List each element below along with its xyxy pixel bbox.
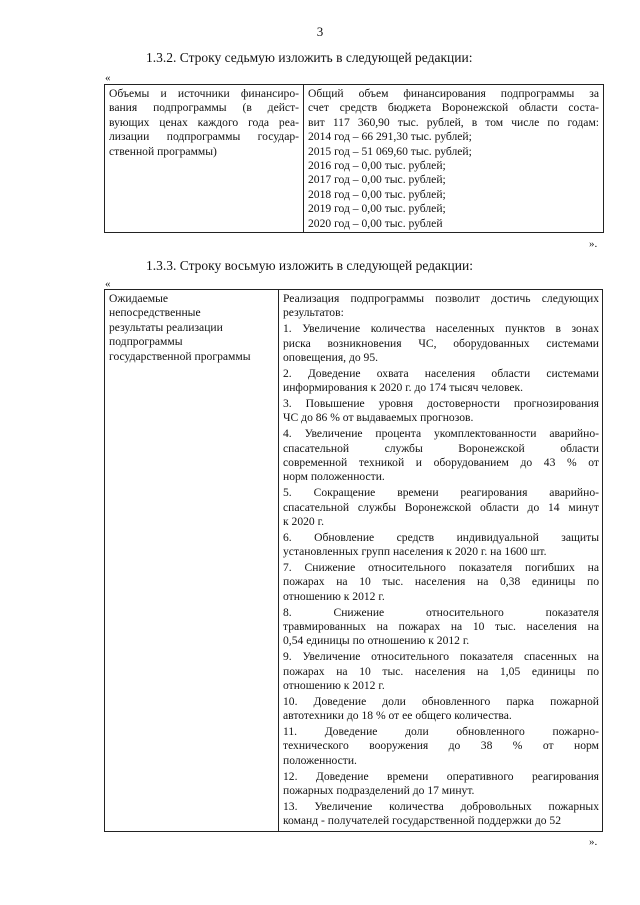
results-item-line: отношению к 2012 г. [283,589,385,603]
section2-quote-open: « [105,278,111,290]
financing-value-line: вит 117 360,90 тыс. рублей, в том числе по годам: [308,115,599,129]
results-label-line: подпрограммы [109,335,183,349]
section1-heading: 1.3.2. Строку седьмую изложить в следующей редакции: [146,50,473,65]
section1-quote-open: « [105,72,111,84]
results-item-line: риска возникновения ЧС, оборудованных системами [283,336,599,350]
results-item-line: 11. Доведение доли обновленного пожарно- [283,725,599,739]
results-item-line: 10. Доведение доли обновленного парка пожарной [283,694,599,708]
financing-label-line: лизации подпрограммы государ- [109,130,299,144]
results-item-line: ЧС до 86 % от выдаваемых прогнозов. [283,411,474,425]
results-item-line: оповещения, до 95. [283,351,379,365]
results-item-line: положенности. [283,753,357,767]
financing-year-line: 2020 год – 0,00 тыс. рублей [308,216,443,230]
results-item [283,531,599,560]
results-item-line: 13. Увеличение количества добровольных пожарных [283,799,599,813]
results-label-cell [105,290,279,832]
results-table [104,289,603,832]
results-item-line: 7. Снижение относительного показателя погибших на [283,561,599,575]
results-item-line: 0,54 единицы по отношению к 2012 г. [283,634,470,648]
results-item-line: норм положенности. [283,470,385,484]
results-item [283,322,599,365]
financing-label-line: вания подпрограммы (в дейст- [109,101,299,115]
results-item-line: 8. Снижение относительного показателя [283,605,599,619]
results-label-line: результаты реализации [109,320,223,334]
financing-year-line: 2015 год – 51 069,60 тыс. рублей; [308,144,472,158]
results-item [283,561,599,604]
results-item-line: пожарных подразделений до 17 минут. [283,784,475,798]
results-item-line: технического вооружения до 38 % от норм [283,739,599,753]
results-item-line: 4. Увеличение процента укомплектованности аварийно- [283,427,599,441]
results-label-line: Ожидаемые [109,292,169,305]
financing-year-line: 2017 год – 0,00 тыс. рублей; [308,173,446,187]
results-item-line: автотехники до 18 % от ее общего количества. [283,709,512,723]
results-item-line: травмированных на пожарах на 10 тыс. населения на [283,620,599,634]
financing-table [104,84,604,233]
results-label-line: непосредственные [109,306,201,320]
results-item-line: 1. Увеличение количества населенных пунктов в зонах [283,322,599,336]
results-intro-line: результатов: [283,306,344,320]
financing-year-line: 2016 год – 0,00 тыс. рублей; [308,159,446,173]
financing-label-line: ственной программы) [109,144,217,158]
results-item-list [283,322,599,829]
results-item [283,695,599,724]
results-content-cell [279,290,603,832]
results-item-line: 5. Сокращение времени реагирования аварийно- [283,486,599,500]
financing-label-line: Объемы и источники финансиро- [109,87,299,100]
results-item-line: современной техникой и оборудованием до 43 % от [283,456,599,470]
results-item-line: команд - получателей государственной поддержки до 52 [283,814,562,828]
section2-heading: 1.3.3. Строку восьмую изложить в следующей редакции: [146,258,473,273]
financing-value-line: Общий объем финансирования подпрограммы за [308,87,599,100]
results-item-line: 9. Увеличение относительного показателя спасенных на [283,650,599,664]
results-item [283,770,599,799]
results-item-line: установленных групп населения к 2020 г. на 1600 шт. [283,545,547,559]
section1-quote-close: ». [589,238,598,250]
results-item-line: 3. Повышение уровня достоверности прогнозирования [283,397,599,411]
results-item-line: информирования к 2020 г. до 174 тысяч человек. [283,381,524,395]
results-item-line: пожарах на 10 тыс. населения на 0,38 единицы по [283,575,599,589]
financing-year-line: 2014 год – 66 291,30 тыс. рублей; [308,130,472,144]
results-item [283,367,599,396]
results-item-line: 6. Обновление средств индивидуальной защиты [283,530,599,544]
results-item [283,397,599,426]
section2-quote-close: ». [589,836,598,848]
financing-label-cell [105,85,304,233]
results-item [283,650,599,693]
financing-label-line: вующих ценах каждого года реа- [109,115,299,129]
results-item [283,427,599,485]
financing-value-cell [304,85,604,233]
financing-value-line: счет средств бюджета Воронежской области соста- [308,101,599,115]
financing-year-line: 2019 год – 0,00 тыс. рублей; [308,202,446,216]
results-item [283,606,599,649]
results-item [283,486,599,529]
results-item-line: отношению к 2012 г. [283,679,385,693]
results-label-line: государственной программы [109,349,251,363]
page-number: 3 [316,24,324,39]
results-item-line: пожарах на 10 тыс. населения на 1,05 единицы по [283,664,599,678]
results-item [283,800,599,829]
financing-year-line: 2018 год – 0,00 тыс. рублей; [308,187,446,201]
results-item-line: спасательной службы Воронежской области [283,441,599,455]
results-item-line: 12. Доведение времени оперативного реагирования [283,769,599,783]
results-item-line: к 2020 г. [283,515,324,529]
results-item [283,725,599,768]
results-intro [283,292,599,321]
results-item-line: 2. Доведение охвата населения области системами [283,366,599,380]
results-intro-line: Реализация подпрограммы позволит достичь следующих [283,292,599,305]
results-item-line: спасательной службы Воронежской области до 14 минут [283,500,599,514]
